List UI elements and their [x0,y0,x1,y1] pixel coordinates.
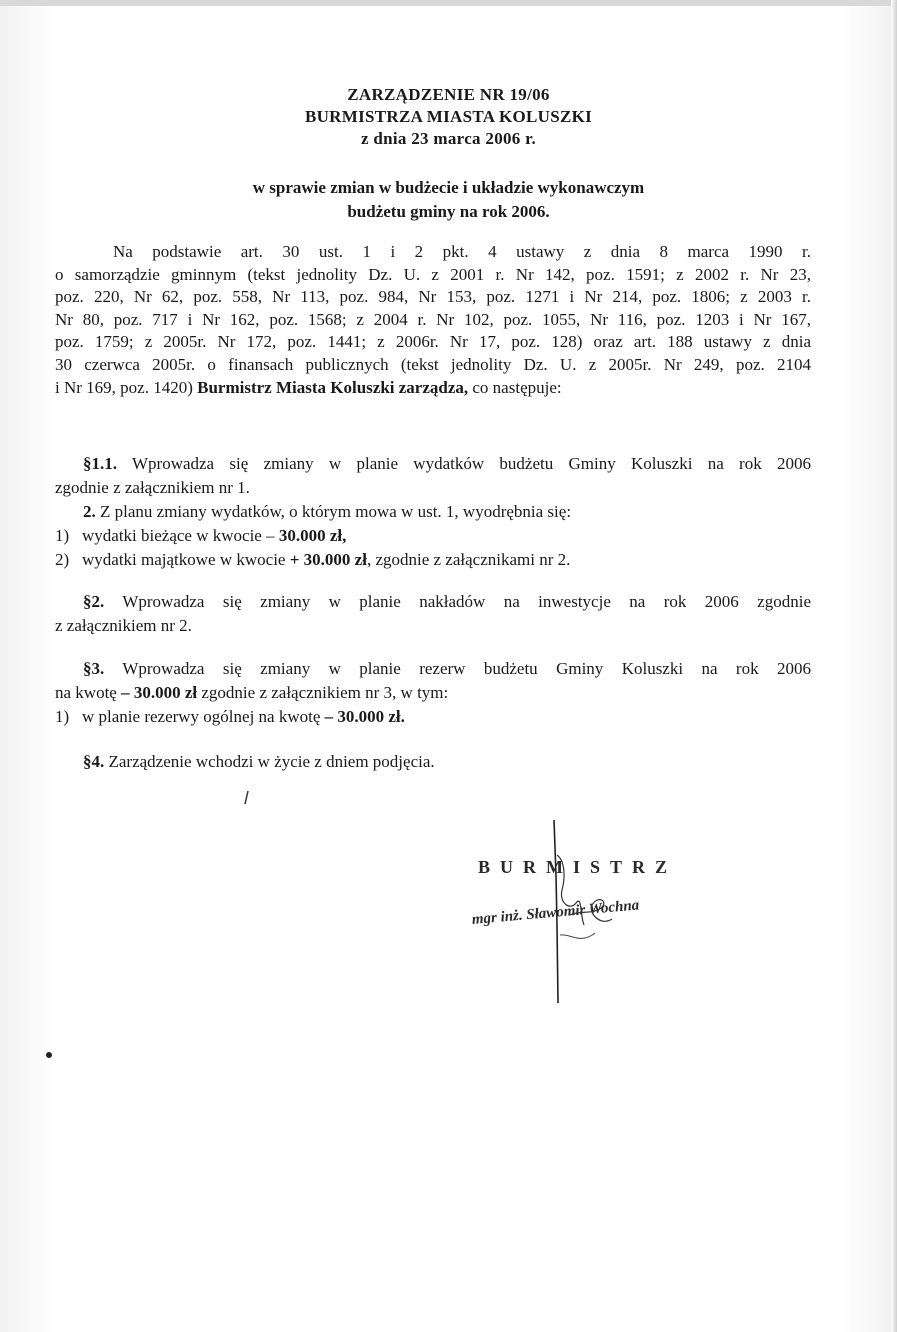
preamble-line: poz. 1759; z 2005r. Nr 172, poz. 1441; z 2006r. Nr 17, poz. 128) oraz art. 188 ustawy z dnia [55,332,811,352]
list-amount: + 30.000 zł [289,550,367,569]
list-item [55,705,811,729]
list-text: , zgodnie z załącznikami nr 2. [366,550,571,569]
scan-dot-mark [46,1052,52,1058]
ink-speck-mark [242,790,252,806]
handwritten-signature [540,815,630,1005]
section-4 [55,750,811,774]
section-1-line [55,452,811,476]
preamble [55,241,811,399]
section-1-line: zgodnie z załącznikiem nr 1. [55,478,250,497]
subject-line-1: w sprawie zmian w budżecie i układzie wykonawczym [252,178,645,197]
header-title: ZARZĄDZENIE NR 19/06 [347,85,550,104]
section-4-label: §4. [83,752,105,771]
document-header [0,84,897,150]
list-number: 1) [55,707,70,726]
point-text: Z planu zmiany wydatków, o którym mowa w ust. 1, wyodrębnia się: [95,502,572,521]
list-text: w planie rezerwy ogólnej na kwotę [82,707,325,726]
section-1-label: §1.1. [83,454,117,473]
list-item [55,548,811,572]
subject-line-2: budżetu gminy na rok 2006. [347,202,550,221]
header-authority: BURMISTRZA MIASTA KOLUSZKI [304,107,593,126]
preamble-text: i Nr 169, poz. 1420) [55,377,198,397]
section-3-amount: – 30.000 zł [121,683,198,702]
list-text: wydatki bieżące w kwocie – [82,526,279,545]
section-3-line [55,681,811,705]
section-2 [55,590,811,638]
list-number: 2) [55,550,70,569]
preamble-line: 30 czerwca 2005r. o finansach publicznych (tekst jednolity Dz. U. z 2005r. Nr 249, poz. 2104 [55,354,811,374]
section-2-text: Wprowadza się zmiany w planie nakładów na inwestycje na rok 2006 zgodnie [104,592,811,611]
section-3-text: na kwotę [55,683,122,702]
official-stamp-title: BURMISTRZ [478,857,678,877]
section-3-line [55,657,811,681]
section-2-line: z załącznikiem nr 2. [55,616,192,635]
section-1 [55,452,811,572]
section-2-label: §2. [83,592,105,611]
header-date: z dnia 23 marca 2006 r. [360,129,536,148]
preamble-line: o samorządzie gminnym (tekst jednolity Dz. U. z 2001 r. Nr 142, poz. 1591; z 2002 r. Nr 23, [55,264,811,284]
preamble-line [55,377,811,400]
list-number: 1) [55,526,70,545]
preamble-line: Na podstawie art. 30 ust. 1 i 2 pkt. 4 ustawy z dnia 8 marca 1990 r. [113,242,811,261]
document-subject [0,176,897,224]
section-1-point-2 [55,500,811,524]
point-label: 2. [83,502,96,521]
section-1-text: Wprowadza się zmiany w planie wydatków budżetu Gminy Koluszki na rok 2006 [117,454,811,473]
list-text: wydatki majątkowe w kwocie [82,550,290,569]
section-3-text: Wprowadza się zmiany w planie rezerw budżetu Gminy Koluszki na rok 2006 [104,659,811,678]
official-stamp-name: mgr inż. Sławomir Wochna [471,897,640,928]
scan-edge-top [0,0,897,6]
section-3-label: §3. [83,659,105,678]
list-text: , [342,526,347,545]
section-4-line [55,750,811,774]
list-amount: – 30.000 zł. [324,707,405,726]
preamble-text: co następuje: [468,377,562,397]
section-3-text: zgodnie z załącznikiem nr 3, w tym: [197,683,449,702]
preamble-line: Nr 80, poz. 717 i Nr 162, poz. 1568; z 2004 r. Nr 102, poz. 1055, Nr 116, poz. 1203 i Nr 167, [55,309,811,329]
list-amount: 30.000 zł [278,526,343,545]
list-item [55,524,811,548]
section-2-line [55,590,811,614]
section-4-text: Zarządzenie wchodzi w życie z dniem podjęcia. [104,752,435,771]
preamble-authority: Burmistrz Miasta Koluszki zarządza, [197,377,469,397]
section-3 [55,657,811,729]
preamble-line: poz. 220, Nr 62, poz. 558, Nr 113, poz. 984, Nr 153, poz. 1271 i Nr 214, poz. 1806; z 2003 r. [55,287,811,307]
